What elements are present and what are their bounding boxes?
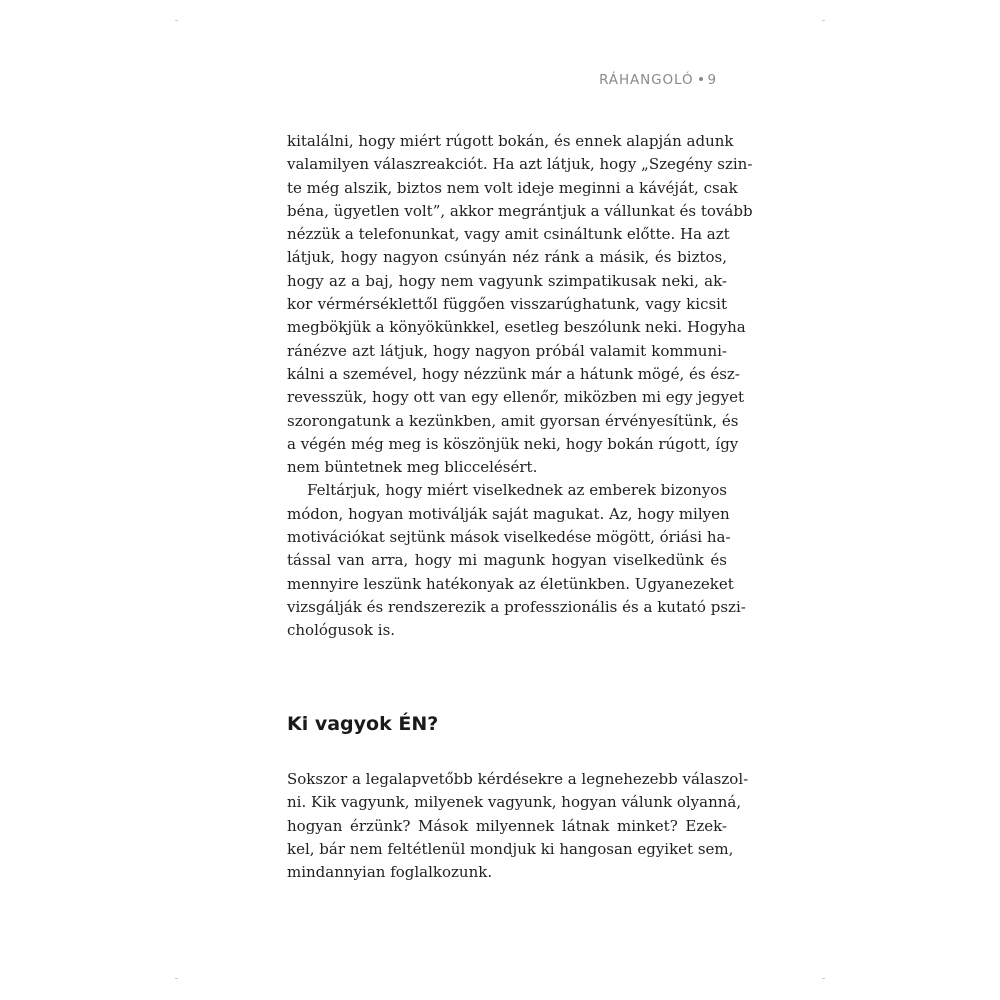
text-line: te még alszik, biztos nem volt ideje meginni a kávéját, csak <box>287 178 738 197</box>
chapter-title: RÁHANGOLÓ <box>599 72 694 88</box>
text-line: valamilyen válaszreakciót. Ha azt látjuk, hogy „Szegény szin- <box>287 155 753 174</box>
text-line: a végén még meg is köszönjük neki, hogy bokán rúgott, így <box>287 434 739 453</box>
crop-mark <box>822 978 825 979</box>
text-line: szorongatunk a kezünkben, amit gyorsan érvényesítünk, és <box>287 411 739 430</box>
text-line: kor vérmérséklettől függően visszarúghatunk, vagy kicsit <box>287 295 727 314</box>
running-header <box>599 72 717 88</box>
text-line: Feltárjuk, hogy miért viselkednek az emberek bizonyos <box>307 481 727 500</box>
text-line: módon, hogyan motiválják saját magukat. Az, hogy milyen <box>287 504 730 523</box>
section-heading: Ki vagyok ÉN? <box>287 713 439 735</box>
crop-mark <box>175 978 178 979</box>
text-line: látjuk, hogy nagyon csúnyán néz ránk a másik, és biztos, <box>287 248 727 267</box>
text-line: motivációkat sejtünk mások viselkedése mögött, óriási ha- <box>287 528 731 547</box>
paragraph <box>287 130 753 479</box>
text-line: nem büntetnek meg bliccelésért. <box>287 458 538 477</box>
text-line: chológusok is. <box>287 621 396 640</box>
text-line: kitalálni, hogy miért rúgott bokán, és ennek alapján adunk <box>287 132 734 150</box>
text-line: nézzük a telefonunkat, vagy amit csináltunk előtte. Ha azt <box>287 225 730 244</box>
text-line: ránézve azt látjuk, hogy nagyon próbál valamit kommuni- <box>287 341 727 360</box>
text-line: ni. Kik vagyunk, milyenek vagyunk, hogyan válunk olyanná, <box>287 793 742 812</box>
text-line: Sokszor a legalapvetőbb kérdésekre a legnehezebb válaszol- <box>287 770 749 788</box>
paragraph <box>287 479 746 642</box>
crop-mark <box>175 20 178 21</box>
body-text <box>287 130 753 643</box>
text-line: béna, ügyetlen volt”, akkor megrántjuk a vállunkat és tovább <box>287 201 753 220</box>
text-line: vizsgálják és rendszerezik a professzionális és a kutató pszi- <box>287 597 746 616</box>
section-paragraph <box>287 768 749 884</box>
text-line: megbökjük a könyökünkkel, esetleg beszólunk neki. Hogyha <box>287 318 746 337</box>
separator-dot <box>699 77 703 81</box>
text-line: mindannyian foglalkozunk. <box>287 863 493 882</box>
crop-mark <box>822 20 825 21</box>
text-line: kel, bár nem feltétlenül mondjuk ki hangosan egyiket sem, <box>287 839 734 858</box>
text-line: hogyan érzünk? Mások milyennek látnak minket? Ezek- <box>287 816 727 835</box>
text-line: mennyire leszünk hatékonyak az életünkben. Ugyanezeket <box>287 574 734 593</box>
text-line: revesszük, hogy ott van egy ellenőr, miközben mi egy jegyet <box>287 388 745 407</box>
page-number: 9 <box>707 72 717 88</box>
text-line: hogy az a baj, hogy nem vagyunk szimpatikusak neki, ak- <box>287 271 727 290</box>
text-line: kálni a szemével, hogy nézzünk már a hátunk mögé, és ész- <box>287 364 740 383</box>
text-line: tással van arra, hogy mi magunk hogyan viselkedünk és <box>287 551 727 570</box>
